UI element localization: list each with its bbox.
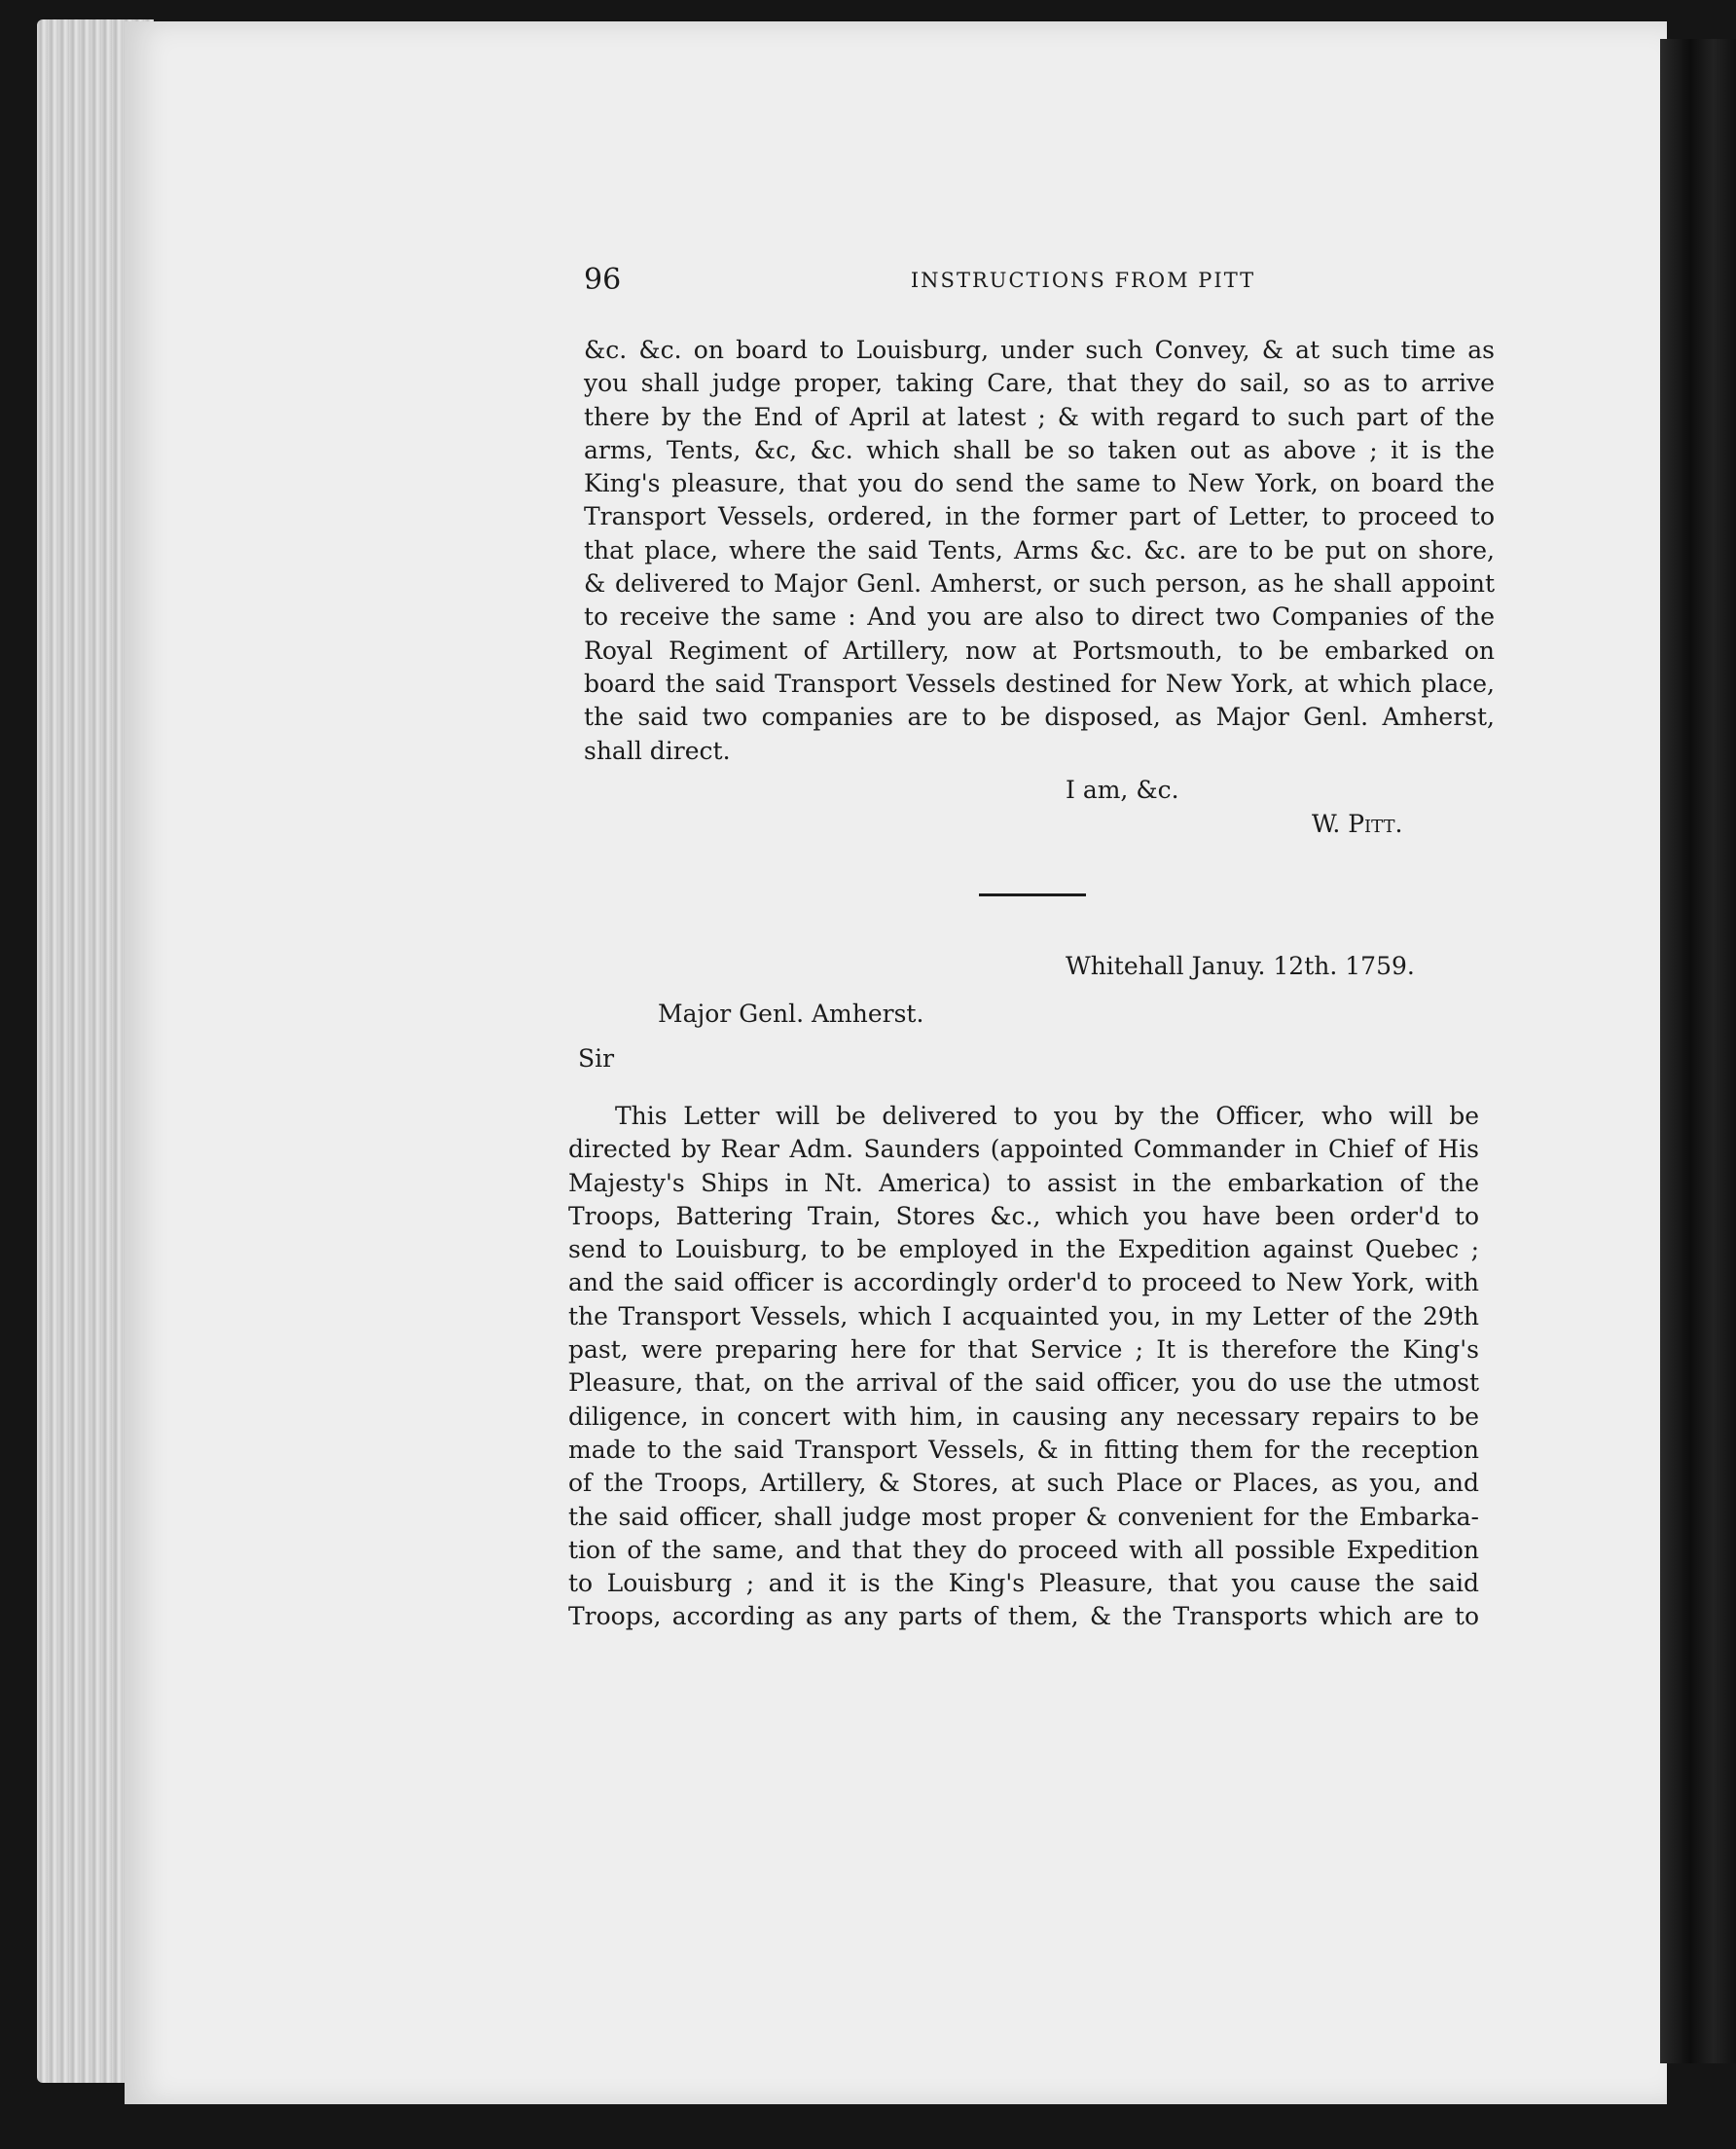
text-line: Troops, according as any parts of them, & the Transports which are to	[568, 1602, 1479, 1631]
text-line: Transport Vessels, ordered, in the former part of Letter, to proceed to	[584, 502, 1495, 531]
book-gutter	[1660, 39, 1736, 2063]
letter-1-paragraph	[584, 334, 1495, 768]
text-line: & delivered to Major Genl. Amherst, or such person, as he shall appoint	[584, 569, 1495, 599]
text-line: This Letter will be delivered to you by the Officer, who will be	[615, 1102, 1479, 1130]
text-line: of the Troops, Artillery, & Stores, at such Place or Places, as you, and	[568, 1469, 1479, 1498]
text-line: Royal Regiment of Artillery, now at Portsmouth, to be embarked on	[584, 636, 1495, 665]
text-line: King's pleasure, that you do send the same to New York, on board the	[584, 469, 1495, 498]
page-number: 96	[584, 263, 622, 297]
text-line: diligence, in concert with him, in causing any necessary repairs to be	[568, 1402, 1479, 1431]
salutation: Sir	[578, 1044, 615, 1073]
letter-1-body	[584, 334, 1495, 768]
addressee: Major Genl. Amherst.	[658, 1000, 924, 1028]
text-line: arms, Tents, &c, &c. which shall be so taken out as above ; it is the	[584, 435, 1495, 464]
text-line: and the said officer is accordingly order'd to proceed to New York, with	[568, 1268, 1479, 1297]
text-line: tion of the same, and that they do proceed with all possible Expedition	[568, 1535, 1479, 1564]
text-line: board the said Transport Vessels destined for New York, at which place,	[584, 669, 1495, 698]
text-line: send to Louisburg, to be employed in the Expedition against Quebec ;	[568, 1235, 1479, 1264]
running-head	[584, 263, 1495, 302]
text-line: Troops, Battering Train, Stores &c., which you have been order'd to	[568, 1201, 1479, 1230]
text-line: to Louisburg ; and it is the King's Pleasure, that you cause the said	[568, 1569, 1479, 1598]
text-line: directed by Rear Adm. Saunders (appointed Commander in Chief of His	[568, 1135, 1479, 1164]
text-line: made to the said Transport Vessels, & in fitting them for the reception	[568, 1435, 1479, 1464]
text-line: that place, where the said Tents, Arms &c. &c. are to be put on shore,	[584, 535, 1495, 565]
text-line: the Transport Vessels, which I acquainted you, in my Letter of the 29th	[568, 1301, 1479, 1330]
letter-2-paragraph	[568, 1100, 1479, 1634]
text-line: shall direct.	[584, 736, 731, 765]
closing: I am, &c.	[1066, 776, 1179, 804]
text-line: the said officer, shall judge most proper & convenient for the Embarka-	[568, 1502, 1479, 1531]
letter-2-body	[568, 1100, 1479, 1634]
text-line: past, were preparing here for that Service ; It is therefore the King's	[568, 1335, 1479, 1365]
section-divider	[979, 893, 1086, 896]
text-line: &c. &c. on board to Louisburg, under such Convey, & at such time as	[584, 336, 1495, 364]
text-line: to receive the same : And you are also to direct two Companies of the	[584, 602, 1495, 632]
text-line: Pleasure, that, on the arrival of the said officer, you do use the utmost	[568, 1368, 1479, 1398]
text-line: there by the End of April at latest ; & with regard to such part of the	[584, 402, 1495, 431]
dateline: Whitehall Januy. 12th. 1759.	[1066, 952, 1415, 980]
text-line: Majesty's Ships in Nt. America) to assist in the embarkation of the	[568, 1168, 1479, 1197]
text-line: the said two companies are to be disposed, as Major Genl. Amherst,	[584, 703, 1495, 732]
text-line: you shall judge proper, taking Care, that they do sail, so as to arrive	[584, 369, 1495, 398]
signature: W. Pitt.	[1312, 810, 1403, 838]
running-title: INSTRUCTIONS FROM PITT	[910, 269, 1256, 292]
